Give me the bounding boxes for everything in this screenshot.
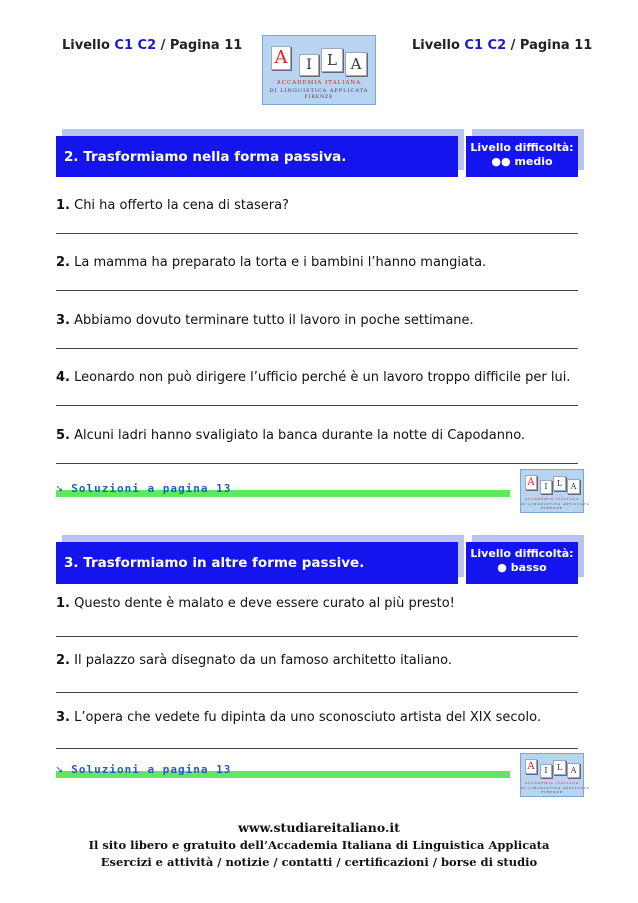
logo-letter: L [553, 760, 566, 775]
answer-line[interactable] [56, 748, 578, 749]
aila-logo [262, 35, 376, 105]
answer-line[interactable] [56, 290, 578, 291]
logo-line-1: ACCADEMIA ITALIANA [524, 497, 580, 501]
logo-letter: L [553, 476, 566, 491]
question: 4. Leonardo non può dirigere l’ufficio perché è un lavoro troppo difficile per lui. [56, 370, 571, 385]
logo-letter: A [525, 759, 537, 774]
logo-line-3: FIRENZE [541, 790, 563, 794]
logo-letter: I [540, 480, 552, 494]
arrow-icon: ➘ [56, 482, 64, 495]
section-title: 3. Trasformiamo in altre forme passive. [64, 555, 365, 571]
answer-line[interactable] [56, 636, 578, 637]
question: 3. L’opera che vedete fu dipinta da uno sconosciuto artista del XIX secolo. [56, 710, 541, 725]
answer-line[interactable] [56, 692, 578, 693]
logo-letter: A [525, 475, 537, 490]
difficulty-label: Livello difficoltà: [470, 141, 574, 154]
difficulty-level: basso [510, 561, 547, 574]
logo-letter: I [540, 764, 552, 778]
footer-site-link[interactable]: www.studiareitaliano.it [238, 820, 400, 835]
difficulty-dots: ● [497, 561, 507, 574]
question: 1. Questo dente è malato e deve essere curato al più presto! [56, 596, 455, 611]
logo-letter: A [567, 763, 580, 778]
section-title-bar [56, 136, 458, 177]
solutions-link[interactable]: ➘ Soluzioni a pagina 13 [56, 763, 232, 776]
logo-letter: I [299, 54, 319, 76]
logo-line-3: FIRENZE [304, 95, 334, 100]
solutions-link[interactable]: ➘ Soluzioni a pagina 13 [56, 482, 232, 495]
logo-line-2: DI LINGUISTICA APPLICATA [521, 502, 590, 506]
section-title: 2. Trasformiamo nella forma passiva. [64, 148, 347, 165]
logo-letter: L [321, 48, 343, 72]
header-left: Livello C1 C2 / Pagina 11 [62, 38, 243, 53]
question: 2. La mamma ha preparato la torta e i bambini l’hanno mangiata. [56, 255, 487, 270]
footer-line-2: Esercizi e attività / notizie / contatti / certificazioni / borse di studio [100, 855, 538, 869]
footer-line-1: Il sito libero e gratuito dell’Accademia Italiana di Linguistica Applicata [88, 838, 550, 852]
header-right: Livello C1 C2 / Pagina 11 [412, 38, 593, 53]
question: 2. Il palazzo sarà disegnato da un famoso architetto italiano. [56, 653, 453, 668]
logo-line-1: ACCADEMIA ITALIANA [524, 781, 580, 785]
question: 3. Abbiamo dovuto terminare tutto il lavoro in poche settimane. [56, 313, 474, 328]
aila-logo-small [520, 753, 590, 797]
logo-line-3: FIRENZE [541, 506, 563, 510]
logo-line-2: DI LINGUISTICA APPLICATA [521, 786, 590, 790]
difficulty-level: medio [514, 155, 553, 168]
aila-logo-small [520, 469, 590, 513]
logo-line-1: ACCADEMIA ITALIANA [276, 80, 362, 86]
difficulty-label: Livello difficoltà: [470, 547, 574, 560]
difficulty-dots: ●● [491, 155, 511, 168]
logo-letter: A [345, 52, 367, 76]
logo-letter: A [271, 46, 291, 70]
difficulty-badge [466, 542, 578, 584]
question: 5. Alcuni ladri hanno svaligiato la banca durante la notte di Capodanno. [56, 428, 526, 443]
section-title-bar [56, 542, 458, 584]
difficulty-badge [466, 136, 578, 177]
answer-line[interactable] [56, 233, 578, 234]
answer-line[interactable] [56, 348, 578, 349]
answer-line[interactable] [56, 463, 578, 464]
logo-line-2: DI LINGUISTICA APPLICATA [269, 88, 369, 94]
arrow-icon: ➘ [56, 763, 64, 776]
logo-letter: A [567, 479, 580, 494]
question: 1. Chi ha offerto la cena di stasera? [56, 198, 289, 213]
answer-line[interactable] [56, 405, 578, 406]
